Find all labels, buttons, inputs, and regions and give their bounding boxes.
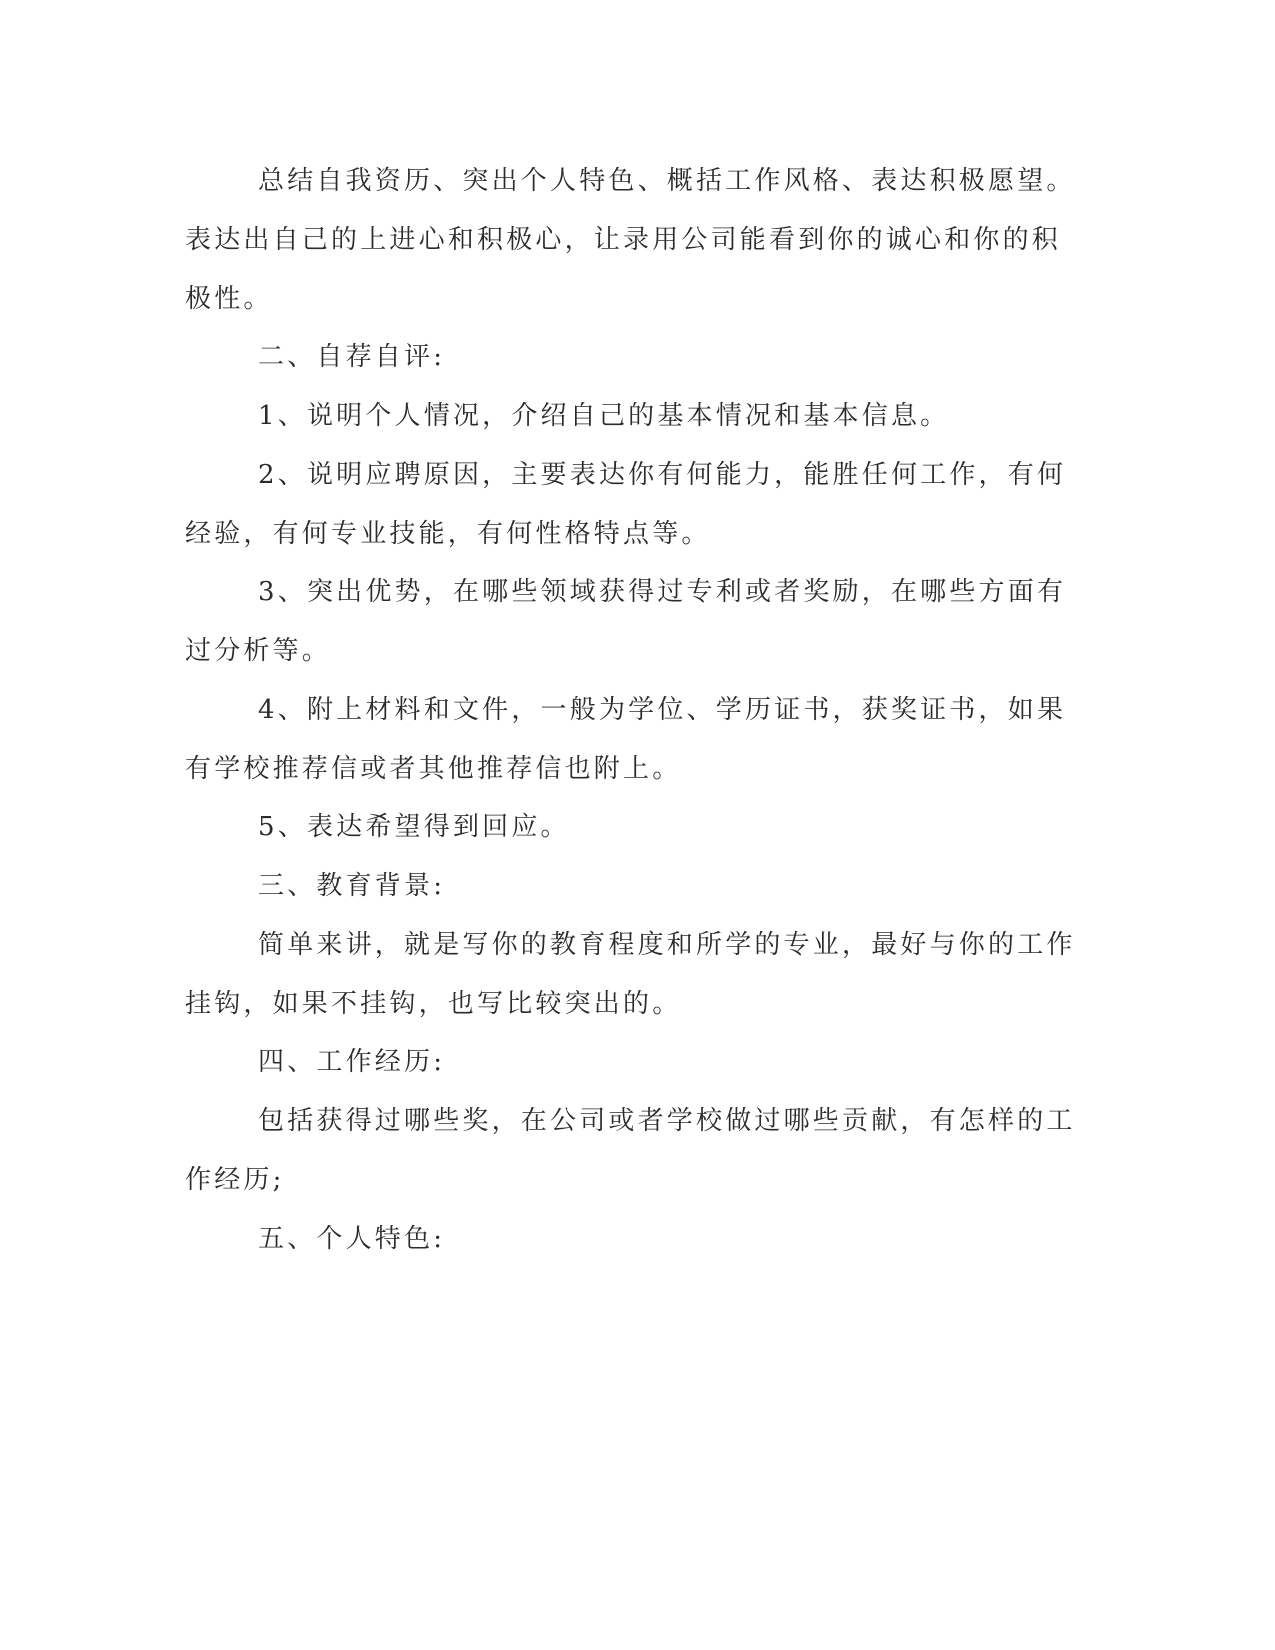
paragraph-education-line-2: 挂钩，如果不挂钩，也写比较突出的。 [185, 989, 682, 1019]
item-3-line-2: 过分析等。 [185, 636, 332, 666]
item-2-line-2: 经验，有何专业技能，有何性格特点等。 [185, 519, 711, 549]
item-2-line-1: 2、说明应聘原因，主要表达你有何能力，能胜任何工作，有何 [258, 460, 1067, 490]
item-1-line-1: 1、说明个人情况，介绍自己的基本情况和基本信息。 [258, 401, 950, 431]
section-heading-work-experience: 四、工作经历: [258, 1047, 446, 1077]
item-4-line-1: 4、附上材料和文件，一般为学位、学历证书，获奖证书，如果 [258, 695, 1067, 725]
paragraph-work-line-1: 包括获得过哪些奖，在公司或者学校做过哪些贡献，有怎样的工 [258, 1106, 1076, 1136]
section-heading-personal-traits: 五、个人特色: [258, 1224, 446, 1254]
paragraph-summary-line-3: 极性。 [185, 284, 273, 314]
item-4-line-2: 有学校推荐信或者其他推荐信也附上。 [185, 754, 682, 784]
paragraph-work-line-2: 作经历; [185, 1165, 285, 1195]
section-heading-self-recommendation: 二、自荐自评: [258, 342, 446, 372]
paragraph-summary-line-2: 表达出自己的上进心和积极心，让录用公司能看到你的诚心和你的积 [185, 225, 1062, 255]
item-3-line-1: 3、突出优势，在哪些领域获得过专利或者奖励，在哪些方面有 [258, 577, 1067, 607]
item-5-line-1: 5、表达希望得到回应。 [258, 812, 570, 842]
section-heading-education: 三、教育背景: [258, 871, 446, 901]
paragraph-education-line-1: 简单来讲，就是写你的教育程度和所学的专业，最好与你的工作 [258, 930, 1076, 960]
paragraph-summary-line-1: 总结自我资历、突出个人特色、概括工作风格、表达积极愿望。 [258, 166, 1076, 196]
